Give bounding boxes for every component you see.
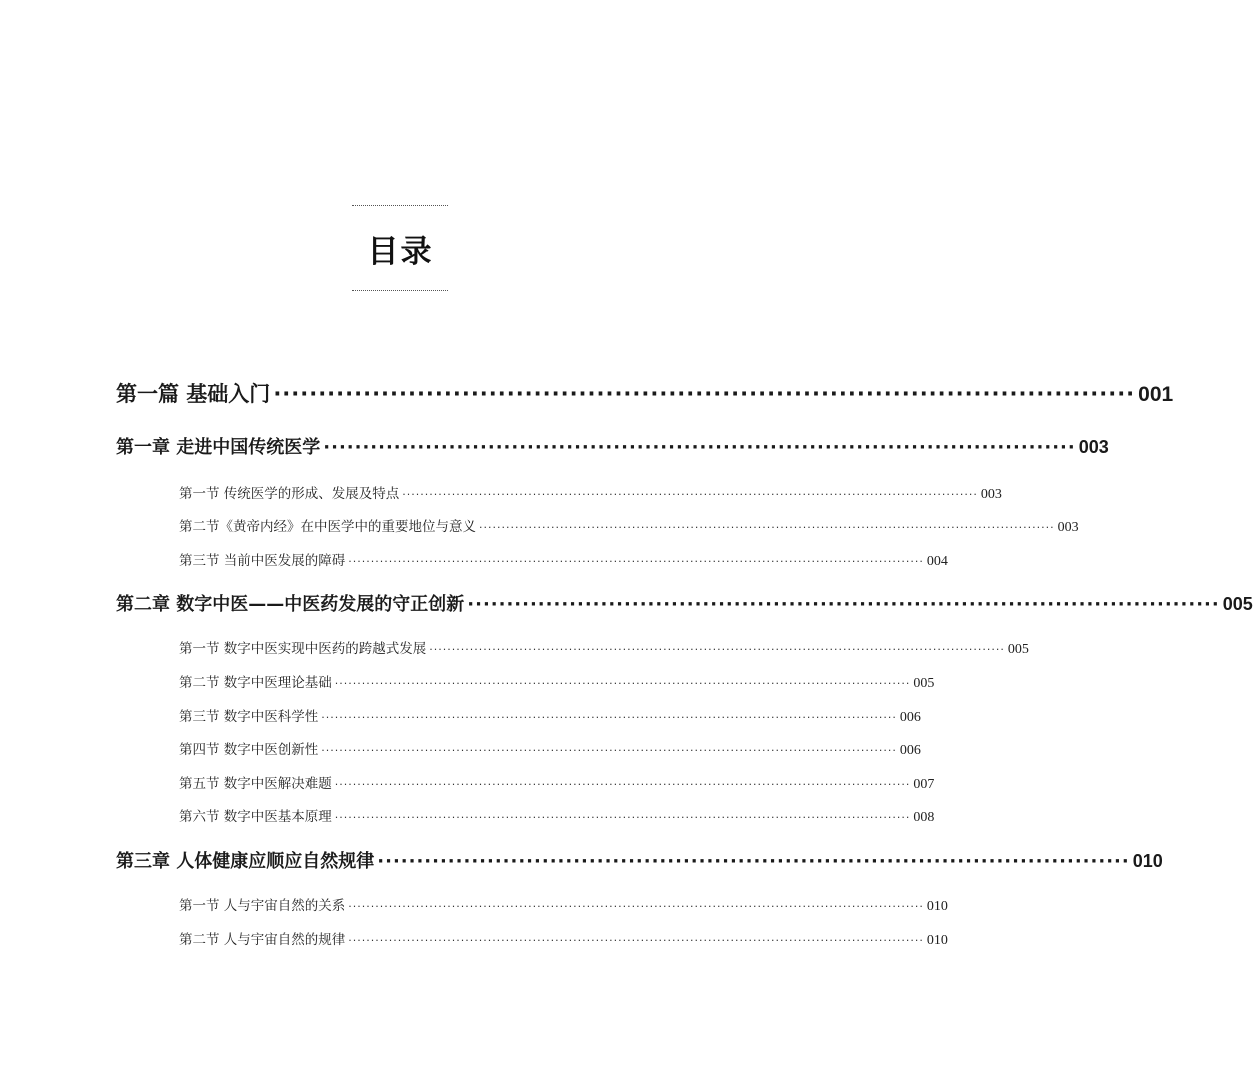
dot-leader: ································································································································ xyxy=(429,643,1005,656)
dot-leader: ································································································································ xyxy=(402,488,978,501)
dot-leader: ································································································································ xyxy=(334,677,911,690)
toc-part-1[interactable] xyxy=(116,378,1174,408)
toc-section[interactable] xyxy=(179,772,935,793)
toc-entry-label: 第一章 走进中国传统医学 xyxy=(116,437,321,458)
toc-entry-page: 006 xyxy=(899,743,921,758)
toc-entry-page: 006 xyxy=(899,710,921,725)
toc-chapter-1[interactable] xyxy=(116,433,1109,459)
toc-entry-label: 第一节 传统医学的形成、发展及特点 xyxy=(179,486,400,502)
toc-section[interactable] xyxy=(179,637,1029,658)
toc-entry-page: 003 xyxy=(1078,437,1109,457)
toc-section[interactable] xyxy=(179,671,935,692)
toc-section[interactable] xyxy=(179,549,948,570)
toc-chapter-3[interactable] xyxy=(116,847,1163,873)
dot-leader: ································································································································ xyxy=(348,900,924,913)
dot-leader: ································································································································ xyxy=(348,555,924,568)
toc-entry-label: 第一节 人与宇宙自然的关系 xyxy=(179,898,346,914)
toc-entry-label: 第一节 数字中医实现中医药的跨越式发展 xyxy=(179,641,427,657)
toc-entry-page: 010 xyxy=(926,933,948,948)
toc-section[interactable] xyxy=(179,482,1002,503)
dot-leader: ································································································ xyxy=(467,594,1220,615)
toc-entry-page: 004 xyxy=(926,554,948,569)
dot-leader: ································································································ xyxy=(273,382,1136,406)
dot-leader: ································································································ xyxy=(323,437,1076,458)
dot-leader: ································································································································ xyxy=(334,778,911,791)
toc-entry-label: 第一篇 基础入门 xyxy=(116,382,271,406)
toc-entry-page: 008 xyxy=(913,810,935,825)
toc-section[interactable] xyxy=(179,738,921,759)
toc-chapter-2[interactable] xyxy=(116,590,1253,616)
page-title: 目录 xyxy=(367,234,434,270)
dot-leader: ································································································ xyxy=(377,851,1130,872)
toc-section[interactable] xyxy=(179,894,948,915)
title-top-rule xyxy=(352,205,448,206)
toc-entry-label: 第二节《黄帝内经》在中医学中的重要地位与意义 xyxy=(179,519,476,535)
toc-entry-page: 003 xyxy=(980,487,1002,502)
toc-entry-label: 第二节 数字中医理论基础 xyxy=(179,675,332,691)
toc-entry-page: 003 xyxy=(1057,520,1079,535)
toc-entry-page: 007 xyxy=(913,777,935,792)
toc-entry-label: 第三章 人体健康应顺应自然规律 xyxy=(116,851,375,872)
dot-leader: ································································································································ xyxy=(479,521,1055,534)
toc-section[interactable] xyxy=(179,515,1079,536)
toc-entry-page: 005 xyxy=(1222,594,1253,614)
toc-entry-label: 第二章 数字中医——中医药发展的守正创新 xyxy=(116,594,465,615)
toc-entry-label: 第五节 数字中医解决难题 xyxy=(179,776,332,792)
toc-entry-label: 第二节 人与宇宙自然的规律 xyxy=(179,932,346,948)
toc-entry-page: 005 xyxy=(1007,642,1029,657)
toc-section[interactable] xyxy=(179,928,948,949)
toc-entry-label: 第四节 数字中医创新性 xyxy=(179,742,319,758)
dot-leader: ································································································································ xyxy=(334,811,911,824)
toc-entry-page: 001 xyxy=(1138,383,1174,406)
dot-leader: ································································································································ xyxy=(348,934,924,947)
dot-leader: ································································································································ xyxy=(321,711,897,724)
toc-entry-label: 第三节 数字中医科学性 xyxy=(179,709,319,725)
toc-section[interactable] xyxy=(179,805,935,826)
toc-entry-page: 005 xyxy=(913,676,935,691)
toc-entry-page: 010 xyxy=(1132,851,1163,871)
toc-section[interactable] xyxy=(179,705,921,726)
title-bottom-rule xyxy=(352,290,448,291)
toc-entry-label: 第三节 当前中医发展的障碍 xyxy=(179,553,346,569)
dot-leader: ································································································································ xyxy=(321,744,897,757)
toc-entry-label: 第六节 数字中医基本原理 xyxy=(179,809,332,825)
toc-entry-page: 010 xyxy=(926,899,948,914)
